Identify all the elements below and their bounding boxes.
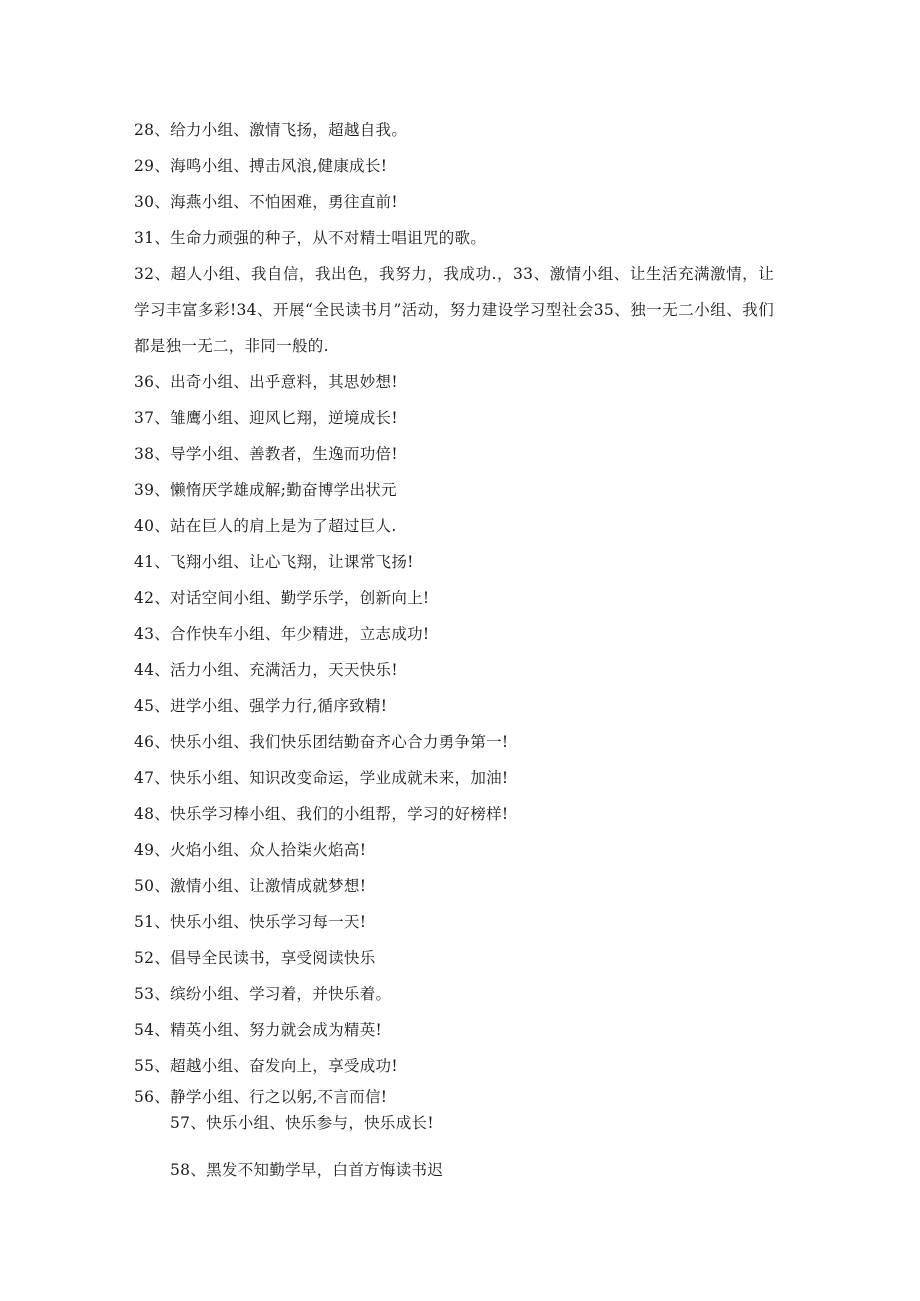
list-item: 38、导学小组、善教者，生逸而功倍!	[134, 445, 398, 463]
list-item: 44、活力小组、充满活力，天天快乐!	[134, 661, 398, 679]
list-item: 56、静学小组、行之以躬,不言而信!	[134, 1088, 388, 1106]
list-item: 36、出奇小组、出乎意料，其思妙想!	[134, 373, 398, 391]
list-item: 31、生命力顽强的种子，从不对精士唱诅咒的歌。	[134, 229, 487, 247]
list-item: 49、火焰小组、众人拾柒火焰高!	[134, 841, 367, 859]
list-item: 48、快乐学习棒小组、我们的小组帮，学习的好榜样!	[134, 805, 509, 823]
list-item: 43、合作快车小组、年少精进，立志成功!	[134, 625, 430, 643]
list-item: 52、倡导全民读书，享受阅读快乐	[134, 949, 376, 967]
list-item: 29、海鸣小组、搏击风浪,健康成长!	[134, 157, 388, 175]
list-item: 32、超人小组、我自信，我出色，我努力，我成功.，33、激情小组、让生活充满激情，让学习丰富多彩!34、开展“全民读书月”活动，努力建设学习型社会35、独一无二小组、我们都是独一无二，非同一般的.	[134, 265, 774, 355]
list-item: 28、给力小组、激情飞扬，超越自我。	[134, 121, 408, 139]
list-item: 40、站在巨人的肩上是为了超过巨人.	[134, 517, 397, 535]
list-item: 45、进学小组、强学力行,循序致精!	[134, 697, 388, 715]
list-item: 53、缤纷小组、学习着，并快乐着。	[134, 985, 392, 1003]
list-item: 54、精英小组、努力就会成为精英!	[134, 1021, 383, 1039]
list-item: 50、激情小组、让激情成就梦想!	[134, 877, 367, 895]
list-item: 58、黑发不知勤学早，白首方悔读书迟	[170, 1161, 444, 1179]
list-item: 55、超越小组、奋发向上，享受成功!	[134, 1057, 398, 1075]
list-item: 39、懒惰厌学雄成解;勤奋博学出状元	[134, 481, 397, 499]
list-item: 57、快乐小组、快乐参与，快乐成长!	[170, 1114, 434, 1132]
list-item: 47、快乐小组、知识改变命运，学业成就未来，加油!	[134, 769, 509, 787]
list-item: 30、海燕小组、不怕困难，勇往直前!	[134, 193, 398, 211]
list-item: 42、对话空间小组、勤学乐学，创新向上!	[134, 589, 430, 607]
list-item: 37、雏鹰小组、迎风匕翔，逆境成长!	[134, 409, 398, 427]
list-item: 51、快乐小组、快乐学习每一天!	[134, 913, 367, 931]
slogan-list	[134, 112, 774, 1188]
list-item: 41、飞翔小组、让心飞翔，让课常飞扬!	[134, 553, 414, 571]
list-item: 46、快乐小组、我们快乐团结勤奋齐心合力勇争第一!	[134, 733, 509, 751]
